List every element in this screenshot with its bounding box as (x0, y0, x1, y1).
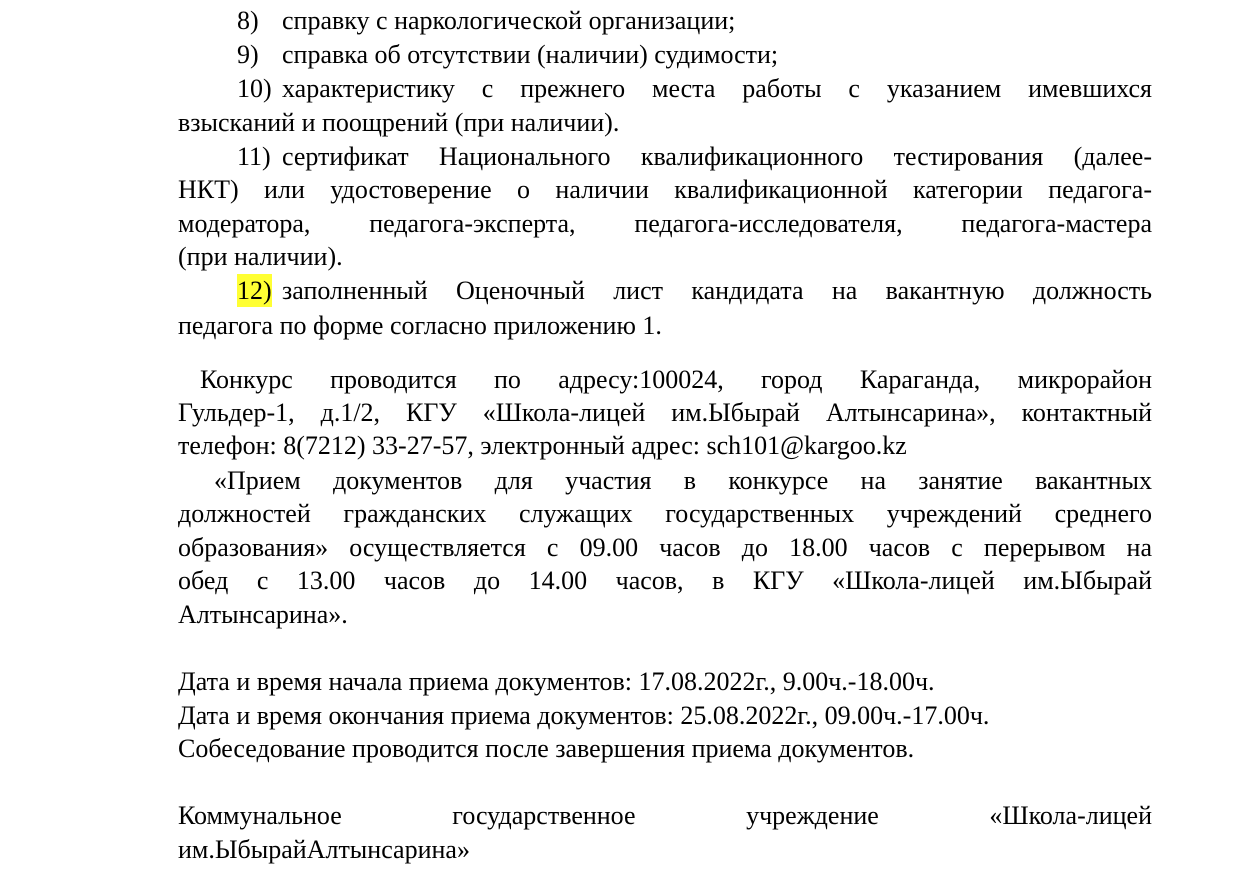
list-item-10 (178, 72, 1152, 105)
item-text: справка об отсутствии (наличии) судимости; (282, 40, 779, 69)
list-item-11 (178, 140, 1152, 173)
item-continuation: (при наличии). (178, 242, 343, 271)
item-text: заполненный Оценочный лист кандидата на вакантную должность (282, 276, 1152, 305)
item-number-highlighted: 12) (237, 276, 272, 305)
list-item-12 (178, 274, 1152, 307)
item-text: справку с наркологической организации; (282, 6, 736, 35)
item-text: сертификат Национального квалификационного тестирования (далее- (282, 142, 1152, 171)
interview-note: Собеседование проводится после завершения приема документов. (178, 734, 915, 763)
item-text: характеристику с прежнего места работы с указанием имевшихся (282, 74, 1152, 103)
reception-paragraph-line: обед с 13.00 часов до 14.00 часов, в КГУ «Школа-лицей им.Ыбырай (178, 566, 1152, 595)
reception-end-date: Дата и время окончания приема документов: 25.08.2022г., 09.00ч.-17.00ч. (178, 701, 990, 730)
reception-start-date: Дата и время начала приема документов: 17.08.2022г., 9.00ч.-18.00ч. (178, 667, 935, 696)
item-number: 11) (237, 142, 271, 171)
reception-paragraph-line: образования» осуществляется с 09.00 часов до 18.00 часов с перерывом на (178, 533, 1152, 562)
item-continuation: НКТ) или удостоверение о наличии квалификационной категории педагога- (178, 175, 1152, 204)
list-item-8 (178, 4, 1152, 37)
item-number: 9) (237, 40, 259, 69)
item-continuation: педагога по форме согласно приложению 1. (178, 311, 662, 340)
reception-paragraph-line: Алтынсарина». (178, 600, 348, 629)
reception-paragraph-line: «Прием документов для участия в конкурсе на занятие вакантных (214, 466, 1152, 495)
item-continuation: взысканий и поощрений (при наличии). (178, 108, 620, 137)
venue-paragraph-line: Конкурс проводится по адресу:100024, город Караганда, микрорайон (200, 365, 1152, 394)
item-number: 10) (237, 74, 272, 103)
venue-paragraph-line: телефон: 8(7212) 33-27-57, электронный адрес: sch101@kargoo.kz (178, 431, 907, 460)
reception-paragraph-line: должностей гражданских служащих государственных учреждений среднего (178, 499, 1152, 528)
item-number: 8) (237, 6, 259, 35)
organization-name: Коммунальное государственное учреждение «Школа-лицей (178, 801, 1152, 830)
list-item-9 (178, 38, 1152, 71)
organization-name-cont: им.ЫбырайАлтынсарина» (178, 835, 470, 864)
venue-paragraph-line: Гульдер-1, д.1/2, КГУ «Школа-лицей им.Ыбырай Алтынсарина», контактный (178, 398, 1152, 427)
item-continuation: модератора, педагога-эксперта, педагога-исследователя, педагога-мастера (178, 209, 1152, 238)
